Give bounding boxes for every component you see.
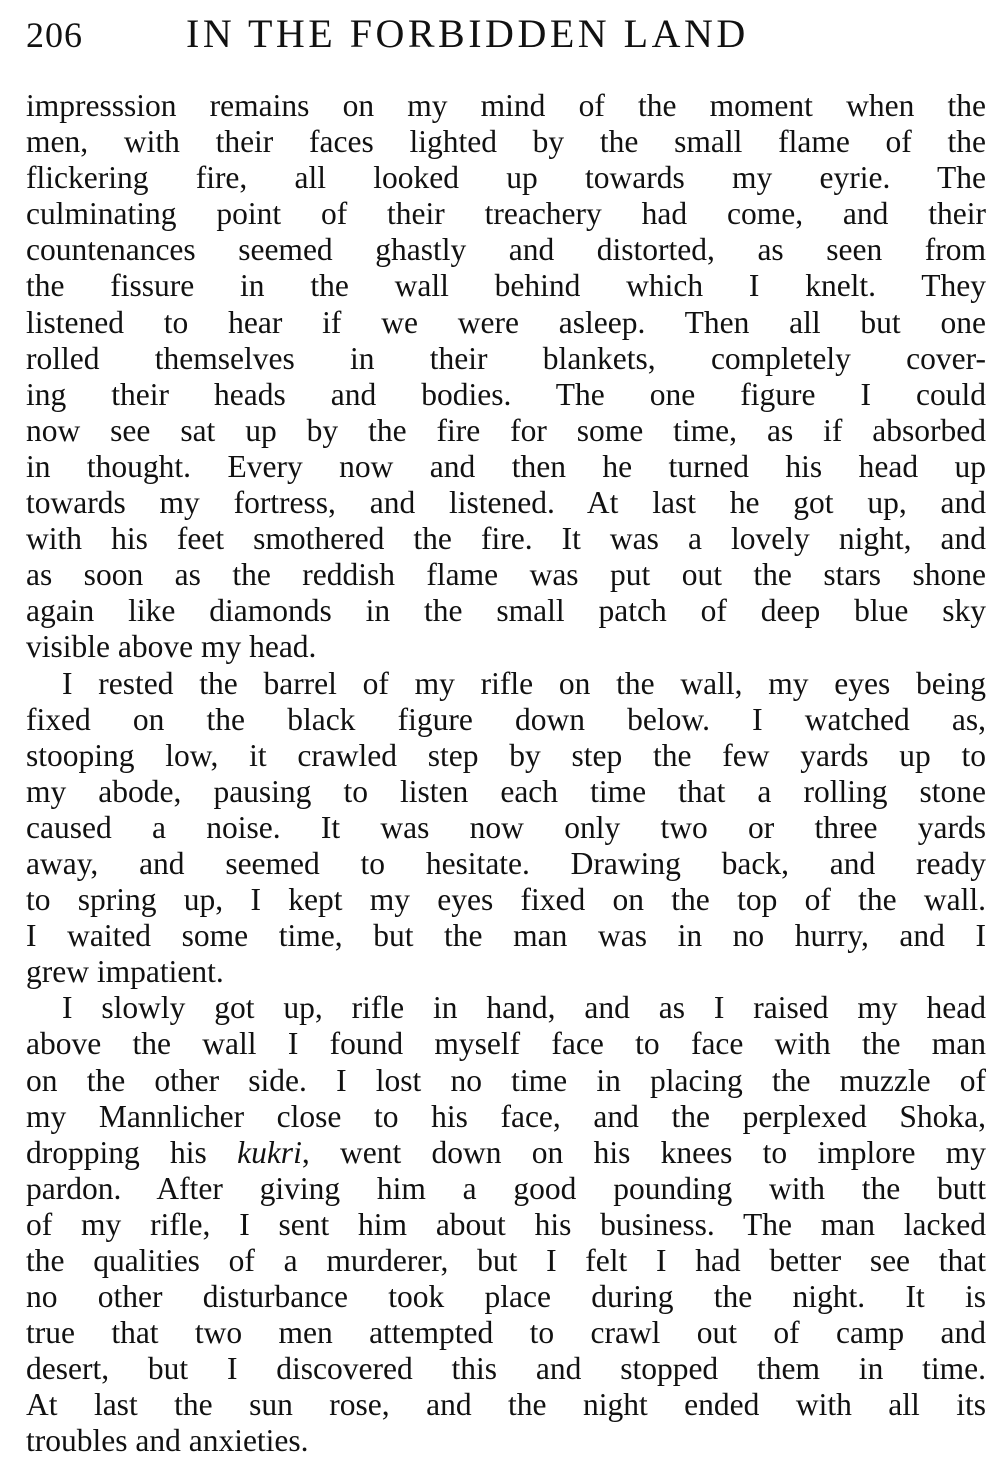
text-line-with-italic [26,1135,986,1171]
text-line: fixed on the black figure down below. I watched as, [26,701,986,737]
text-line: on the other side. I lost no time in placing the muzzle of [26,1062,986,1098]
text-segment: , went down on his knees to implore my [301,1134,986,1170]
page-number: 206 [26,15,83,55]
text-line: above the wall I found myself face to face with the man [26,1026,986,1062]
text-line: to spring up, I kept my eyes fixed on the top of the wall. [26,882,986,918]
text-line: flickering fire, all looked up towards my eyrie. The [26,160,986,196]
text-line: in thought. Every now and then he turned his head up [26,448,986,484]
text-line: towards my fortress, and listened. At last he got up, and [26,485,986,521]
text-line: culminating point of their treachery had come, and their [26,196,986,232]
text-line: desert, but I discovered this and stopped them in time. [26,1351,986,1387]
text-line: rolled themselves in their blankets, completely cover- [26,340,986,376]
text-line: I rested the barrel of my rifle on the wall, my eyes being [62,665,986,701]
text-line: listened to hear if we were asleep. Then all but one [26,304,986,340]
text-line: At last the sun rose, and the night ended with all its [26,1387,986,1423]
text-line: troubles and anxieties. [26,1423,309,1459]
text-line: the fissure in the wall behind which I knelt. They [26,268,986,304]
text-line: as soon as the reddish flame was put out the stars shone [26,557,986,593]
text-line: stooping low, it crawled step by step the few yards up to [26,737,986,773]
book-page [26,10,986,1460]
text-line: men, with their faces lighted by the small flame of the [26,124,986,160]
body-text [26,88,986,1460]
text-line: of my rifle, I sent him about his business. The man lacked [26,1206,986,1242]
page-header [26,10,986,74]
text-line: I slowly got up, rifle in hand, and as I raised my head [62,990,986,1026]
italic-word: kukri [237,1134,302,1170]
text-line: caused a noise. It was now only two or three yards [26,809,986,845]
text-line: the qualities of a murderer, but I felt I had better see that [26,1243,986,1278]
text-line: pardon. After giving him a good pounding with the butt [26,1170,986,1206]
text-line: countenances seemed ghastly and distorted, as seen from [26,232,986,268]
text-line: my Mannlicher close to his face, and the perplexed Shoka, [26,1098,986,1134]
text-line: again like diamonds in the small patch of deep blue sky [26,593,986,629]
text-line: I waited some time, but the man was in no hurry, and I [26,918,986,954]
text-line: no other disturbance took place during the night. It is [26,1279,986,1315]
text-segment: dropping his [26,1134,238,1170]
text-line: with his feet smothered the fire. It was a lovely night, and [26,521,986,557]
paragraph [26,990,986,1459]
text-line: now see sat up by the fire for some time, as if absorbed [26,412,986,448]
running-head: IN THE FORBIDDEN LAND [186,11,749,56]
text-line: visible above my head. [26,629,317,665]
text-line: true that two men attempted to crawl out of camp and [26,1315,986,1351]
text-line: ing their heads and bodies. The one figure I could [26,376,986,412]
text-line: impresssion remains on my mind of the moment when the [26,88,986,123]
paragraph [26,666,986,991]
text-line: away, and seemed to hesitate. Drawing back, and ready [26,845,986,881]
paragraph [26,88,986,666]
text-line: my abode, pausing to listen each time that a rolling stone [26,773,986,809]
text-line: grew impatient. [26,954,224,990]
